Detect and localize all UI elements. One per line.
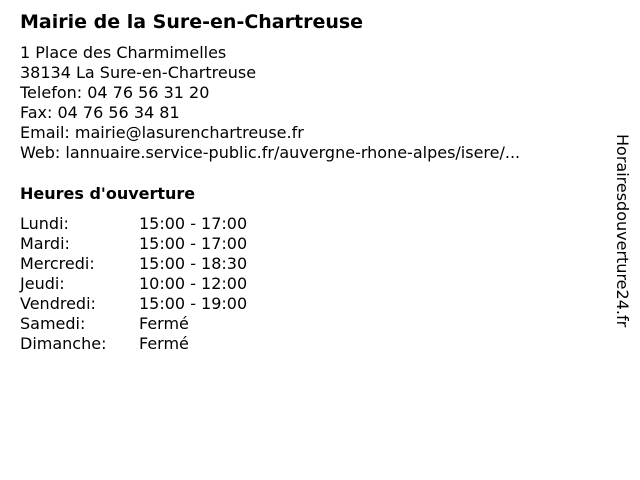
hours-time: Fermé xyxy=(139,334,189,353)
email-link[interactable]: mairie@lasurenchartreuse.fr xyxy=(74,123,304,142)
web-link[interactable]: lannuaire.service-public.fr/auvergne-rhone-alpes/isere/... xyxy=(65,143,521,162)
hours-time: 10:00 - 12:00 xyxy=(139,274,248,293)
hours-time: 15:00 - 17:00 xyxy=(139,234,248,253)
hours-day: Vendredi: xyxy=(20,294,96,313)
page-title: Mairie de la Sure-en-Chartreuse xyxy=(20,11,364,33)
hours-heading: Heures d'ouverture xyxy=(20,184,196,203)
brand-watermark: Horairesdouverture24.fr xyxy=(613,134,632,328)
hours-time: Fermé xyxy=(139,314,189,333)
fax-line: Fax: 04 76 56 34 81 xyxy=(20,103,180,122)
hours-day: Dimanche: xyxy=(20,334,107,353)
web-line xyxy=(20,143,520,163)
web-label: Web: xyxy=(20,143,61,162)
hours-day: Mardi: xyxy=(20,234,70,253)
hours-time: 15:00 - 19:00 xyxy=(139,294,248,313)
email-line xyxy=(20,123,520,143)
hours-day: Mercredi: xyxy=(20,254,95,273)
address-street: 1 Place des Charmimelles xyxy=(20,43,227,62)
address-city: 38134 La Sure-en-Chartreuse xyxy=(20,63,257,82)
hours-day: Samedi: xyxy=(20,314,86,333)
hours-day: Lundi: xyxy=(20,214,69,233)
hours-time: 15:00 - 18:30 xyxy=(139,254,248,273)
hours-time: 15:00 - 17:00 xyxy=(139,214,248,233)
contact-info xyxy=(20,43,520,163)
email-label: Email: xyxy=(20,123,70,142)
hours-day: Jeudi: xyxy=(20,274,65,293)
phone-line: Telefon: 04 76 56 31 20 xyxy=(20,83,210,102)
